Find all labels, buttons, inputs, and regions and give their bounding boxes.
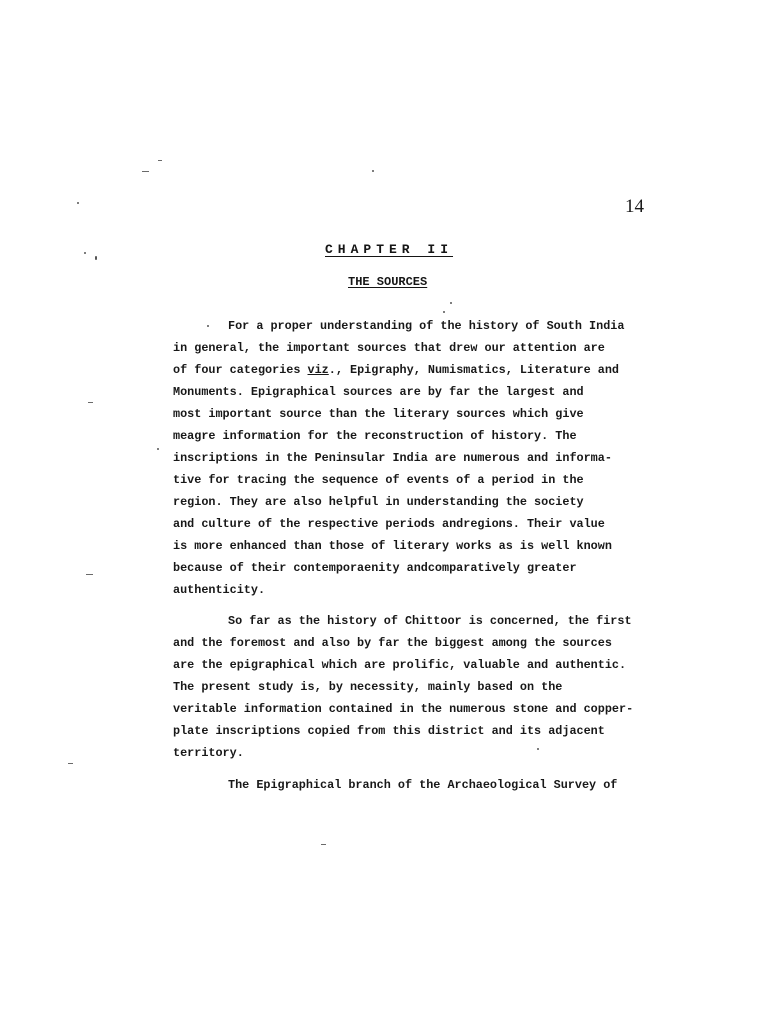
paragraph-line: because of their contemporaenity andcomparatively greater [173, 561, 577, 575]
scan-mark [207, 325, 209, 327]
paragraph-line: Monuments. Epigraphical sources are by far the largest and [173, 385, 584, 399]
line-segment: of four categories [173, 363, 308, 377]
paragraph-line: most important source than the literary sources which give [173, 407, 584, 421]
paragraph-line: and culture of the respective periods andregions. Their value [173, 517, 605, 531]
scan-mark [86, 574, 93, 575]
paragraph-line [173, 363, 619, 377]
paragraph-line: tive for tracing the sequence of events of a period in the [173, 473, 584, 487]
paragraph-line: territory. [173, 746, 244, 760]
scan-mark [84, 252, 86, 254]
paragraph-line: region. They are also helpful in understanding the society [173, 495, 584, 509]
scan-mark [321, 844, 326, 845]
scan-mark [158, 160, 162, 161]
paragraph-line: veritable information contained in the numerous stone and copper- [173, 702, 634, 716]
scan-mark [450, 302, 452, 304]
scan-mark [157, 448, 159, 450]
paragraph-line: So far as the history of Chittoor is concerned, the first [228, 614, 632, 628]
paragraph-line: For a proper understanding of the history of South India [228, 319, 625, 333]
paragraph-line: The present study is, by necessity, mainly based on the [173, 680, 563, 694]
paragraph-line: authenticity. [173, 583, 266, 597]
scan-mark [68, 763, 73, 764]
paragraph-line: meagre information for the reconstruction of history. The [173, 429, 577, 443]
scan-mark [95, 256, 97, 260]
line-segment: ., Epigraphy, Numismatics, Literature and [328, 363, 620, 377]
scan-mark [142, 171, 149, 172]
scan-mark [443, 311, 445, 313]
chapter-heading: CHAPTER II [325, 242, 454, 257]
paragraph-line: inscriptions in the Peninsular India are numerous and informa- [173, 451, 612, 465]
paragraph-line: The Epigraphical branch of the Archaeological Survey of [228, 778, 618, 792]
section-heading: THE SOURCES [348, 275, 428, 289]
page-number: 14 [625, 196, 644, 217]
paragraph-line: and the foremost and also by far the biggest among the sources [173, 636, 612, 650]
scan-mark [372, 170, 374, 172]
paragraph-line: are the epigraphical which are prolific, valuable and authentic. [173, 658, 627, 672]
underlined-abbreviation: viz [307, 363, 329, 377]
paragraph-line: in general, the important sources that drew our attention are [173, 341, 605, 355]
scan-mark [537, 748, 539, 750]
paragraph-line: is more enhanced than those of literary works as is well known [173, 539, 612, 553]
paragraph-line: plate inscriptions copied from this district and its adjacent [173, 724, 605, 738]
scan-mark [88, 402, 93, 403]
scan-mark [77, 202, 79, 204]
